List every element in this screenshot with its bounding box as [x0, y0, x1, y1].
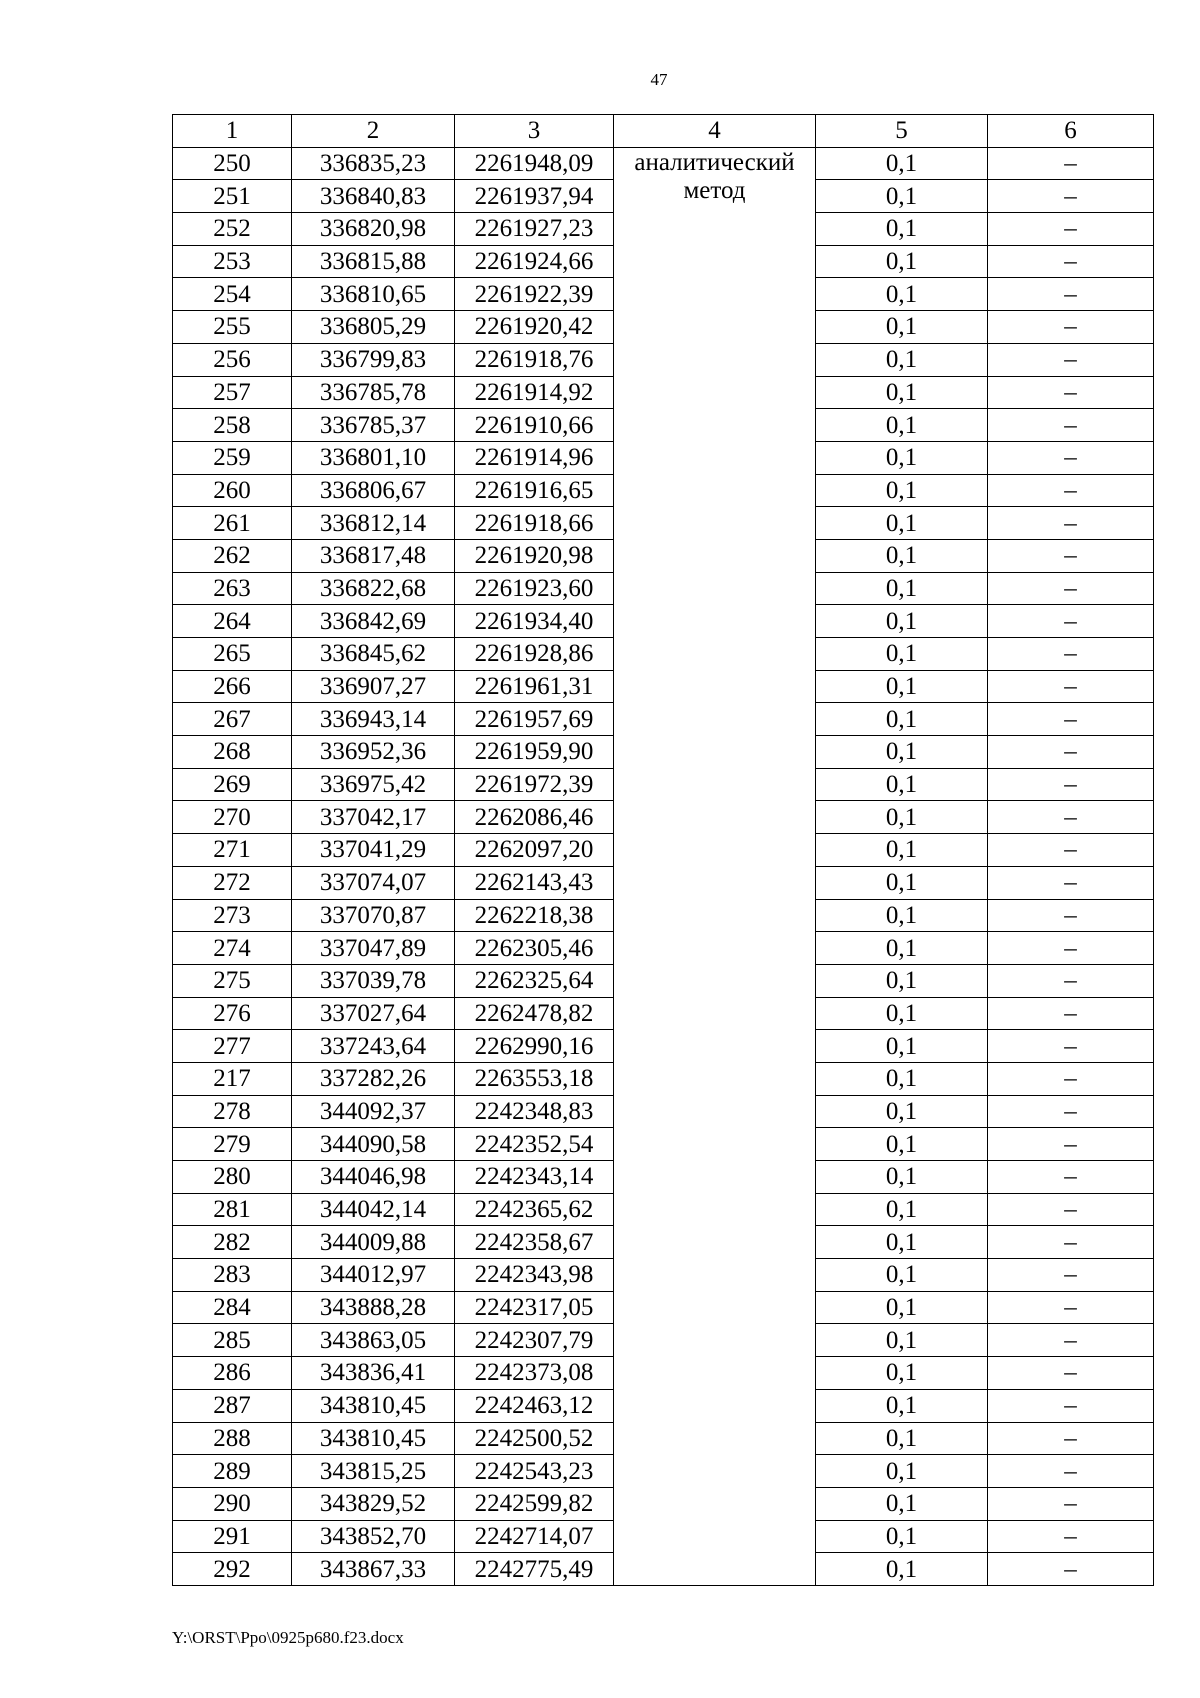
coordinate-x-cell: 336975,42 — [292, 768, 455, 801]
note-cell: – — [988, 1095, 1154, 1128]
coordinate-y-cell: 2242599,82 — [455, 1487, 614, 1520]
accuracy-cell: 0,1 — [816, 1487, 988, 1520]
coordinate-x-cell: 336806,67 — [292, 474, 455, 507]
note-cell: – — [988, 801, 1154, 834]
coordinate-y-cell: 2262143,43 — [455, 866, 614, 899]
note-cell: – — [988, 1455, 1154, 1488]
note-cell: – — [988, 866, 1154, 899]
point-number-cell: 290 — [173, 1487, 292, 1520]
accuracy-cell: 0,1 — [816, 409, 988, 442]
accuracy-cell: 0,1 — [816, 1553, 988, 1586]
coordinate-x-cell: 336842,69 — [292, 605, 455, 638]
coordinate-y-cell: 2242343,14 — [455, 1161, 614, 1194]
point-number-cell: 289 — [173, 1455, 292, 1488]
point-number-cell: 256 — [173, 343, 292, 376]
accuracy-cell: 0,1 — [816, 1062, 988, 1095]
coordinate-x-cell: 343867,33 — [292, 1553, 455, 1586]
note-cell: – — [988, 311, 1154, 344]
accuracy-cell: 0,1 — [816, 245, 988, 278]
note-cell: – — [988, 1291, 1154, 1324]
coordinate-y-cell: 2261961,31 — [455, 670, 614, 703]
note-cell: – — [988, 997, 1154, 1030]
note-cell: – — [988, 213, 1154, 246]
coordinate-y-cell: 2242317,05 — [455, 1291, 614, 1324]
coordinate-x-cell: 336801,10 — [292, 441, 455, 474]
accuracy-cell: 0,1 — [816, 670, 988, 703]
accuracy-cell: 0,1 — [816, 866, 988, 899]
coordinate-x-cell: 344092,37 — [292, 1095, 455, 1128]
coordinates-table — [172, 114, 1154, 1586]
coordinate-y-cell: 2242365,62 — [455, 1193, 614, 1226]
coordinate-y-cell: 2262086,46 — [455, 801, 614, 834]
accuracy-cell: 0,1 — [816, 147, 988, 180]
coordinate-y-cell: 2242463,12 — [455, 1389, 614, 1422]
point-number-cell: 262 — [173, 539, 292, 572]
coordinate-x-cell: 336845,62 — [292, 638, 455, 671]
coordinates-table-container — [172, 114, 1153, 1586]
point-number-cell: 260 — [173, 474, 292, 507]
coordinate-y-cell: 2262478,82 — [455, 997, 614, 1030]
note-cell: – — [988, 343, 1154, 376]
point-number-cell: 278 — [173, 1095, 292, 1128]
note-cell: – — [988, 245, 1154, 278]
header-row — [173, 115, 1154, 148]
coordinate-x-cell: 336785,37 — [292, 409, 455, 442]
point-number-cell: 259 — [173, 441, 292, 474]
note-cell: – — [988, 638, 1154, 671]
point-number-cell: 252 — [173, 213, 292, 246]
note-cell: – — [988, 278, 1154, 311]
note-cell: – — [988, 539, 1154, 572]
accuracy-cell: 0,1 — [816, 997, 988, 1030]
accuracy-cell: 0,1 — [816, 768, 988, 801]
note-cell: – — [988, 409, 1154, 442]
coordinate-y-cell: 2262325,64 — [455, 964, 614, 997]
coordinate-y-cell: 2261914,92 — [455, 376, 614, 409]
point-number-cell: 284 — [173, 1291, 292, 1324]
coordinate-x-cell: 337047,89 — [292, 932, 455, 965]
coordinate-y-cell: 2261920,98 — [455, 539, 614, 572]
point-number-cell: 272 — [173, 866, 292, 899]
point-number-cell: 254 — [173, 278, 292, 311]
coordinate-x-cell: 344042,14 — [292, 1193, 455, 1226]
point-number-cell: 251 — [173, 180, 292, 213]
coordinate-x-cell: 336810,65 — [292, 278, 455, 311]
coordinate-y-cell: 2261923,60 — [455, 572, 614, 605]
coordinate-y-cell: 2242714,07 — [455, 1520, 614, 1553]
coordinate-x-cell: 336805,29 — [292, 311, 455, 344]
coordinate-x-cell: 343852,70 — [292, 1520, 455, 1553]
coordinate-y-cell: 2262097,20 — [455, 834, 614, 867]
accuracy-cell: 0,1 — [816, 1357, 988, 1390]
note-cell: – — [988, 932, 1154, 965]
coordinate-x-cell: 344046,98 — [292, 1161, 455, 1194]
accuracy-cell: 0,1 — [816, 1161, 988, 1194]
coordinate-x-cell: 343888,28 — [292, 1291, 455, 1324]
accuracy-cell: 0,1 — [816, 441, 988, 474]
accuracy-cell: 0,1 — [816, 1389, 988, 1422]
note-cell: – — [988, 1259, 1154, 1292]
point-number-cell: 271 — [173, 834, 292, 867]
table-header — [173, 115, 1154, 148]
note-cell: – — [988, 1030, 1154, 1063]
coordinate-y-cell: 2261957,69 — [455, 703, 614, 736]
accuracy-cell: 0,1 — [816, 1193, 988, 1226]
accuracy-cell: 0,1 — [816, 343, 988, 376]
point-number-cell: 265 — [173, 638, 292, 671]
coordinate-y-cell: 2242543,23 — [455, 1455, 614, 1488]
note-cell: – — [988, 180, 1154, 213]
coordinate-y-cell: 2261910,66 — [455, 409, 614, 442]
point-number-cell: 250 — [173, 147, 292, 180]
coordinate-x-cell: 336785,78 — [292, 376, 455, 409]
note-cell: – — [988, 768, 1154, 801]
coordinate-x-cell: 336799,83 — [292, 343, 455, 376]
coordinate-y-cell: 2261914,96 — [455, 441, 614, 474]
point-number-cell: 274 — [173, 932, 292, 965]
accuracy-cell: 0,1 — [816, 638, 988, 671]
coordinate-x-cell: 343829,52 — [292, 1487, 455, 1520]
point-number-cell: 255 — [173, 311, 292, 344]
header-col-2: 2 — [292, 115, 455, 148]
header-col-6: 6 — [988, 115, 1154, 148]
note-cell: – — [988, 572, 1154, 605]
accuracy-cell: 0,1 — [816, 703, 988, 736]
note-cell: – — [988, 1520, 1154, 1553]
note-cell: – — [988, 736, 1154, 769]
note-cell: – — [988, 1422, 1154, 1455]
note-cell: – — [988, 1357, 1154, 1390]
point-number-cell: 268 — [173, 736, 292, 769]
note-cell: – — [988, 441, 1154, 474]
note-cell: – — [988, 1062, 1154, 1095]
page-number: 47 — [650, 70, 668, 89]
note-cell: – — [988, 507, 1154, 540]
accuracy-cell: 0,1 — [816, 1520, 988, 1553]
header-col-5: 5 — [816, 115, 988, 148]
note-cell: – — [988, 1226, 1154, 1259]
coordinate-x-cell: 336820,98 — [292, 213, 455, 246]
point-number-cell: 267 — [173, 703, 292, 736]
coordinate-y-cell: 2242343,98 — [455, 1259, 614, 1292]
accuracy-cell: 0,1 — [816, 1128, 988, 1161]
note-cell: – — [988, 1193, 1154, 1226]
coordinate-x-cell: 336817,48 — [292, 539, 455, 572]
coordinate-x-cell: 337282,26 — [292, 1062, 455, 1095]
point-number-cell: 288 — [173, 1422, 292, 1455]
accuracy-cell: 0,1 — [816, 834, 988, 867]
point-number-cell: 264 — [173, 605, 292, 638]
accuracy-cell: 0,1 — [816, 539, 988, 572]
point-number-cell: 279 — [173, 1128, 292, 1161]
point-number-cell: 280 — [173, 1161, 292, 1194]
coordinate-x-cell: 337074,07 — [292, 866, 455, 899]
coordinate-x-cell: 337039,78 — [292, 964, 455, 997]
coordinate-x-cell: 343810,45 — [292, 1422, 455, 1455]
coordinate-x-cell: 336907,27 — [292, 670, 455, 703]
note-cell: – — [988, 834, 1154, 867]
coordinate-x-cell: 343863,05 — [292, 1324, 455, 1357]
note-cell: – — [988, 474, 1154, 507]
coordinate-y-cell: 2242358,67 — [455, 1226, 614, 1259]
coordinate-y-cell: 2262305,46 — [455, 932, 614, 965]
coordinate-x-cell: 343815,25 — [292, 1455, 455, 1488]
coordinate-y-cell: 2261918,76 — [455, 343, 614, 376]
coordinate-y-cell: 2242352,54 — [455, 1128, 614, 1161]
note-cell: – — [988, 964, 1154, 997]
accuracy-cell: 0,1 — [816, 572, 988, 605]
coordinate-y-cell: 2262990,16 — [455, 1030, 614, 1063]
note-cell: – — [988, 376, 1154, 409]
point-number-cell: 281 — [173, 1193, 292, 1226]
point-number-cell: 283 — [173, 1259, 292, 1292]
point-number-cell: 286 — [173, 1357, 292, 1390]
point-number-cell: 270 — [173, 801, 292, 834]
coordinate-x-cell: 337027,64 — [292, 997, 455, 1030]
header-col-3: 3 — [455, 115, 614, 148]
note-cell: – — [988, 605, 1154, 638]
coordinate-y-cell: 2263553,18 — [455, 1062, 614, 1095]
accuracy-cell: 0,1 — [816, 311, 988, 344]
point-number-cell: 263 — [173, 572, 292, 605]
footer-file-path: Y:\ORST\Ppo\0925p680.f23.docx — [172, 1628, 404, 1647]
coordinate-y-cell: 2261972,39 — [455, 768, 614, 801]
point-number-cell: 257 — [173, 376, 292, 409]
coordinate-x-cell: 336835,23 — [292, 147, 455, 180]
coordinate-y-cell: 2242307,79 — [455, 1324, 614, 1357]
method-cell: аналитический метод — [614, 147, 816, 1585]
coordinate-x-cell: 337070,87 — [292, 899, 455, 932]
accuracy-cell: 0,1 — [816, 1030, 988, 1063]
point-number-cell: 217 — [173, 1062, 292, 1095]
coordinate-y-cell: 2261922,39 — [455, 278, 614, 311]
coordinate-x-cell: 344090,58 — [292, 1128, 455, 1161]
coordinate-y-cell: 2261928,86 — [455, 638, 614, 671]
coordinate-y-cell: 2261918,66 — [455, 507, 614, 540]
accuracy-cell: 0,1 — [816, 213, 988, 246]
accuracy-cell: 0,1 — [816, 1259, 988, 1292]
point-number-cell: 258 — [173, 409, 292, 442]
point-number-cell: 282 — [173, 1226, 292, 1259]
accuracy-cell: 0,1 — [816, 1291, 988, 1324]
coordinate-y-cell: 2261948,09 — [455, 147, 614, 180]
accuracy-cell: 0,1 — [816, 1455, 988, 1488]
coordinate-y-cell: 2261927,23 — [455, 213, 614, 246]
accuracy-cell: 0,1 — [816, 474, 988, 507]
coordinate-x-cell: 337243,64 — [292, 1030, 455, 1063]
accuracy-cell: 0,1 — [816, 1324, 988, 1357]
coordinate-x-cell: 343810,45 — [292, 1389, 455, 1422]
header-col-1: 1 — [173, 115, 292, 148]
accuracy-cell: 0,1 — [816, 932, 988, 965]
note-cell: – — [988, 703, 1154, 736]
point-number-cell: 292 — [173, 1553, 292, 1586]
point-number-cell: 273 — [173, 899, 292, 932]
coordinate-y-cell: 2261924,66 — [455, 245, 614, 278]
coordinate-x-cell: 344012,97 — [292, 1259, 455, 1292]
table-body — [173, 147, 1154, 1585]
point-number-cell: 291 — [173, 1520, 292, 1553]
note-cell: – — [988, 1389, 1154, 1422]
note-cell: – — [988, 1161, 1154, 1194]
coordinate-x-cell: 336815,88 — [292, 245, 455, 278]
coordinate-x-cell: 336840,83 — [292, 180, 455, 213]
accuracy-cell: 0,1 — [816, 1226, 988, 1259]
note-cell: – — [988, 1324, 1154, 1357]
note-cell: – — [988, 147, 1154, 180]
coordinate-x-cell: 336822,68 — [292, 572, 455, 605]
accuracy-cell: 0,1 — [816, 507, 988, 540]
point-number-cell: 276 — [173, 997, 292, 1030]
note-cell: – — [988, 670, 1154, 703]
coordinate-x-cell: 337041,29 — [292, 834, 455, 867]
accuracy-cell: 0,1 — [816, 899, 988, 932]
coordinate-y-cell: 2242373,08 — [455, 1357, 614, 1390]
accuracy-cell: 0,1 — [816, 180, 988, 213]
coordinate-y-cell: 2242348,83 — [455, 1095, 614, 1128]
point-number-cell: 261 — [173, 507, 292, 540]
coordinate-x-cell: 343836,41 — [292, 1357, 455, 1390]
accuracy-cell: 0,1 — [816, 1422, 988, 1455]
note-cell: – — [988, 1487, 1154, 1520]
coordinate-x-cell: 336943,14 — [292, 703, 455, 736]
point-number-cell: 269 — [173, 768, 292, 801]
accuracy-cell: 0,1 — [816, 278, 988, 311]
accuracy-cell: 0,1 — [816, 605, 988, 638]
note-cell: – — [988, 899, 1154, 932]
coordinate-y-cell: 2261937,94 — [455, 180, 614, 213]
coordinate-y-cell: 2262218,38 — [455, 899, 614, 932]
table-row — [173, 147, 1154, 180]
point-number-cell: 287 — [173, 1389, 292, 1422]
coordinate-y-cell: 2242775,49 — [455, 1553, 614, 1586]
coordinate-y-cell: 2261934,40 — [455, 605, 614, 638]
coordinate-y-cell: 2242500,52 — [455, 1422, 614, 1455]
accuracy-cell: 0,1 — [816, 801, 988, 834]
coordinate-x-cell: 336952,36 — [292, 736, 455, 769]
coordinate-x-cell: 337042,17 — [292, 801, 455, 834]
point-number-cell: 253 — [173, 245, 292, 278]
header-col-4: 4 — [614, 115, 816, 148]
coordinate-y-cell: 2261959,90 — [455, 736, 614, 769]
coordinate-x-cell: 336812,14 — [292, 507, 455, 540]
accuracy-cell: 0,1 — [816, 1095, 988, 1128]
point-number-cell: 266 — [173, 670, 292, 703]
point-number-cell: 285 — [173, 1324, 292, 1357]
accuracy-cell: 0,1 — [816, 736, 988, 769]
note-cell: – — [988, 1128, 1154, 1161]
accuracy-cell: 0,1 — [816, 964, 988, 997]
coordinate-x-cell: 344009,88 — [292, 1226, 455, 1259]
point-number-cell: 277 — [173, 1030, 292, 1063]
point-number-cell: 275 — [173, 964, 292, 997]
coordinate-y-cell: 2261920,42 — [455, 311, 614, 344]
note-cell: – — [988, 1553, 1154, 1586]
coordinate-y-cell: 2261916,65 — [455, 474, 614, 507]
accuracy-cell: 0,1 — [816, 376, 988, 409]
